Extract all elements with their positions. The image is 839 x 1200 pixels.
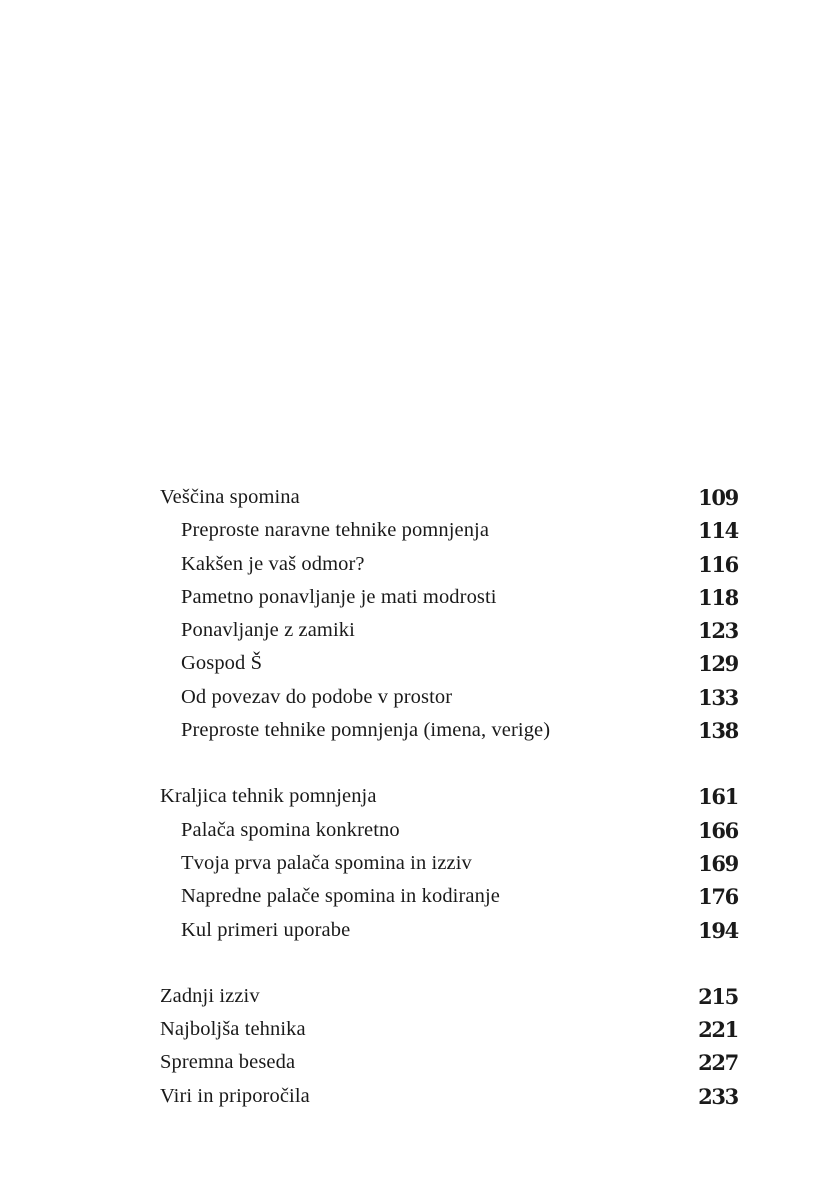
toc-entry-page: 233 [698,1083,738,1109]
toc-entry-page: 138 [698,718,738,744]
toc-entry [160,714,738,747]
toc-entry [160,847,738,880]
toc-entry-title: Napredne palače spomina in kodiranje [181,885,500,908]
toc-entry-title: Kakšen je vaš odmor? [181,552,365,575]
toc-entry-page: 166 [698,817,738,843]
toc-entry-page: 215 [698,983,738,1009]
toc-entry-page: 123 [698,618,738,644]
toc-entry [160,614,738,647]
toc-entry-title: Veščina spomina [160,486,300,508]
toc-entry-title: Preproste tehnike pomnjenja (imena, verige) [181,719,551,742]
toc-entry-title: Kraljica tehnik pomnjenja [160,785,377,808]
toc-section [160,481,738,747]
toc-entry-page: 133 [698,684,738,710]
toc-entry [160,1013,738,1046]
toc-entry-page: 129 [698,651,738,677]
toc-entry-page: 118 [698,584,738,610]
toc-entry-title: Ponavljanje z zamiki [181,619,355,642]
toc-entry-page: 227 [698,1050,738,1076]
toc-entry-page: 161 [698,784,738,810]
toc-entry-title: Kul primeri uporabe [181,918,351,941]
toc-entry [160,514,738,547]
toc-section [160,780,738,946]
toc-entry [160,780,738,813]
toc-entry-title: Palača spomina konkretno [181,818,400,841]
toc-entry-page: 169 [698,850,738,876]
toc-entry [160,880,738,913]
toc-entry-page: 116 [698,551,738,577]
toc-entry [160,814,738,847]
toc-entry [160,647,738,680]
toc-entry-page: 114 [698,518,738,544]
toc-entry [160,914,738,947]
toc-entry [160,1080,738,1113]
toc-entry [160,1046,738,1079]
toc-entry-title: Zadnji izziv [160,984,260,1007]
toc-entry-title: Viri in priporočila [160,1084,310,1107]
toc-entry-title: Spremna beseda [160,1051,296,1074]
toc-entry-page: 109 [698,485,738,510]
toc-entry [160,481,738,514]
toc-entry-title: Pametno ponavljanje je mati modrosti [181,585,497,608]
toc-entry [160,581,738,614]
toc-entry-title: Najboljša tehnika [160,1018,306,1041]
toc-entry [160,681,738,714]
toc-entry-title: Preproste naravne tehnike pomnjenja [181,519,490,542]
toc-entry-page: 194 [698,917,738,943]
toc-entry-title: Od povezav do podobe v prostor [181,685,453,708]
toc-entry-title: Tvoja prva palača spomina in izziv [181,851,472,874]
toc-entry [160,980,738,1013]
table-of-contents [160,481,738,1113]
toc-entry-page: 221 [698,1017,738,1043]
toc-entry-page: 176 [698,884,738,910]
toc-section [160,980,738,1113]
toc-entry-title: Gospod Š [181,652,263,675]
toc-entry [160,548,738,581]
